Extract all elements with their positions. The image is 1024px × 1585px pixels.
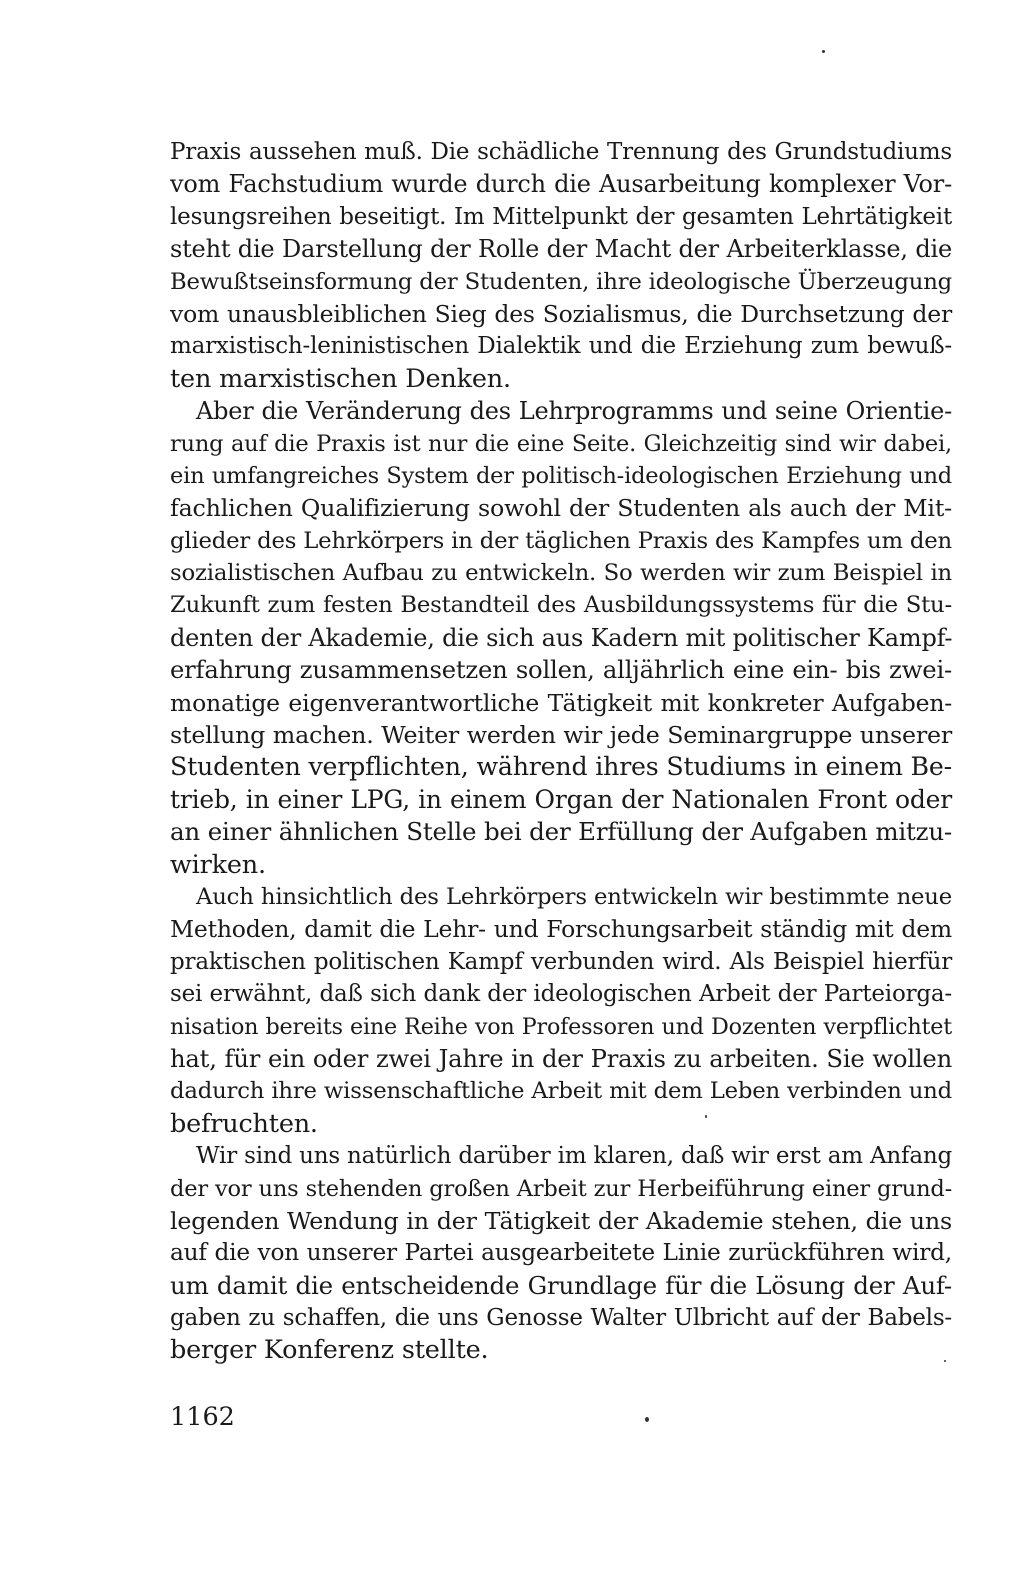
text-line: sei erwähnt, daß sich dank der ideologischen Arbeit der Parteiorga- (170, 981, 952, 1008)
text-line: wirken. (170, 849, 266, 880)
text-line: Zukunft zum festen Bestandteil des Ausbildungssystems für die Stu- (170, 592, 952, 619)
text-line: ten marxistischen Denken. (170, 363, 511, 394)
text-line: dadurch ihre wissenschaftliche Arbeit mit dem Leben verbinden und (170, 1078, 952, 1105)
text-line: Auch hinsichtlich des Lehrkörpers entwickeln wir bestimmte neue (196, 883, 952, 910)
text-line: an einer ähnlichen Stelle bei der Erfüllung der Aufgaben mitzu- (170, 817, 952, 847)
text-line: nisation bereits eine Reihe von Professoren und Dozenten verpflichtet (170, 1013, 952, 1040)
text-line: Aber die Veränderung des Lehrprogramms und seine Orientie- (196, 397, 952, 426)
text-line: steht die Darstellung der Rolle der Macht der Arbeiterklasse, die (170, 235, 952, 264)
text-line: Wir sind uns natürlich darüber im klaren, daß wir erst am Anfang (196, 1143, 952, 1170)
scan-speck (645, 1417, 649, 1422)
text-line: auf die von unserer Partei ausgearbeitete Linie zurückführen wird, (170, 1239, 952, 1267)
text-line: rung auf die Praxis ist nur die eine Seite. Gleichzeitig sind wir dabei, (170, 430, 952, 457)
scan-speck (822, 50, 825, 53)
text-line: monatige eigenverantwortliche Tätigkeit mit konkreter Aufgaben- (170, 688, 952, 717)
text-line: Praxis aussehen muß. Die schädliche Trennung des Grundstudiums (170, 139, 952, 165)
text-line: der vor uns stehenden großen Arbeit zur Herbeiführung einer grund- (170, 1175, 952, 1202)
body-text (170, 136, 952, 1367)
text-line: Bewußtseinsformung der Studenten, ihre ideologische Überzeugung (170, 268, 953, 295)
text-line: glieder des Lehrkörpers in der täglichen Praxis des Kampfes um den (170, 527, 952, 554)
scan-speck (944, 1360, 946, 1362)
text-line: fachlichen Qualifizierung sowohl der Studenten als auch der Mit- (170, 494, 952, 523)
text-line: Studenten verpflichten, während ihres Studiums in einem Be- (170, 752, 952, 782)
text-line: berger Konferenz stellte. (170, 1335, 489, 1366)
text-line: erfahrung zusammensetzen sollen, alljährlich eine ein- bis zwei- (170, 655, 952, 685)
text-line: vom Fachstudium wurde durch die Ausarbeitung komplexer Vor- (170, 170, 952, 199)
text-line: marxistisch-leninistischen Dialektik und die Erziehung zum bewuß- (170, 333, 952, 360)
text-line: stellung machen. Weiter werden wir jede Seminargruppe unserer (170, 721, 952, 750)
text-line: um damit die entscheidende Grundlage für die Lösung der Auf- (170, 1270, 952, 1300)
text-line: legenden Wendung in der Tätigkeit der Akademie stehen, die uns (170, 1206, 952, 1235)
page-number: 1162 (170, 1402, 235, 1432)
text-line: praktischen politischen Kampf verbunden wird. Als Beispiel hierfür (170, 948, 952, 975)
text-line: denten der Akademie, die sich aus Kadern mit politischer Kampf- (170, 623, 953, 652)
text-line: sozialistischen Aufbau zu entwickeln. So werden wir zum Beispiel in (170, 560, 952, 587)
text-line: Methoden, damit die Lehr- und Forschungsarbeit ständig mit dem (170, 915, 952, 944)
text-line: hat, für ein oder zwei Jahre in der Praxis zu arbeiten. Sie wollen (170, 1043, 952, 1073)
text-line: gaben zu schaffen, die uns Genosse Walter Ulbricht auf der Babels- (170, 1305, 952, 1332)
text-line: trieb, in einer LPG, in einem Organ der Nationalen Front oder (170, 784, 952, 814)
text-line: lesungsreihen beseitigt. Im Mittelpunkt der gesamten Lehrtätigkeit (170, 203, 952, 230)
text-line: befruchten. (170, 1108, 318, 1139)
text-line: ein umfangreiches System der politisch-ideologischen Erziehung und (170, 462, 952, 489)
text-line: vom unausbleiblichen Sieg des Sozialismus, die Durchsetzung der (170, 299, 952, 328)
scan-speck (705, 1115, 707, 1118)
